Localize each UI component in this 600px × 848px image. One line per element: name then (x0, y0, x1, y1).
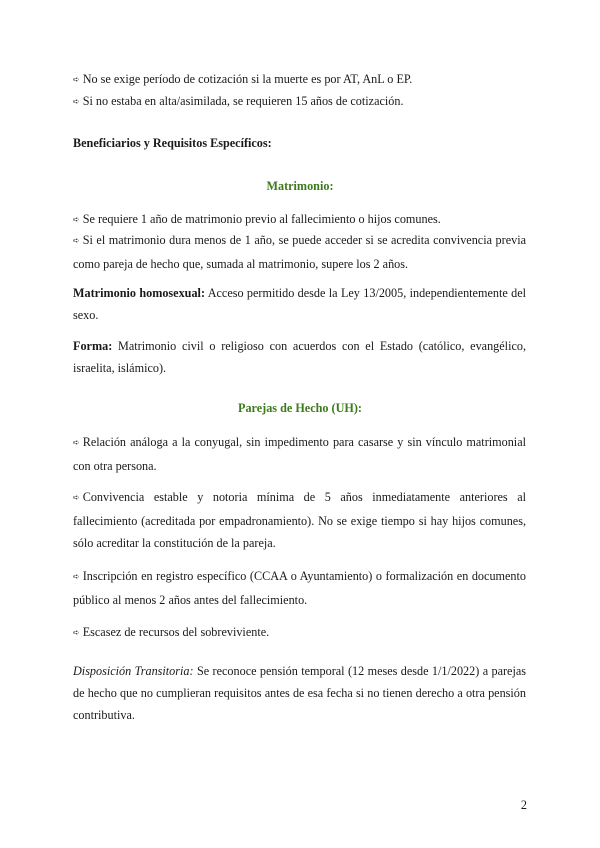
homosexual-text: Acceso permitido desde la Ley 13/2005, independientemente del sexo. (73, 286, 526, 322)
bullet-matrimonio-1 (73, 210, 526, 230)
paragraph-transitoria (73, 660, 526, 726)
bullet-no-cotizacion (73, 70, 526, 90)
arrow-bullet-icon: ➪ (73, 572, 80, 581)
paragraph-forma (73, 335, 526, 379)
forma-label: Forma: (73, 339, 113, 353)
bullet-matrimonio-2 (73, 229, 526, 275)
page-number: 2 (520, 798, 527, 812)
bullet-text: Convivencia estable y notoria mínima de 5 años inmediatamente anteriores al fallecimiento (acreditada por empadronamiento). No se exige tiempo si hay hijos comunes, sólo acreditar la constitución de la pareja. (73, 490, 526, 550)
section-title-parejas: Parejas de Hecho (UH): (238, 401, 362, 415)
arrow-bullet-icon: ➪ (73, 97, 80, 106)
paragraph-homosexual (73, 282, 526, 326)
transitoria-text: Se reconoce pensión temporal (12 meses desde 1/1/2022) a parejas de hecho que no cumplieran requisitos antes de esa fecha si no tienen derecho a otra pensión contributiva. (73, 664, 527, 722)
bullet-text: Relación análoga a la conyugal, sin impedimento para casarse y sin vínculo matrimonial con otra persona. (73, 435, 526, 473)
bullet-text: Inscripción en registro específico (CCAA o Ayuntamiento) o formalización en documento público al menos 2 años antes del fallecimiento. (73, 569, 526, 607)
bullet-15-anos (73, 92, 526, 112)
bullet-text: Se requiere 1 año de matrimonio previo al fallecimiento o hijos comunes. (82, 212, 441, 226)
beneficiaries-heading: Beneficiarios y Requisitos Específicos: (73, 136, 272, 150)
arrow-bullet-icon: ➪ (73, 493, 80, 502)
bullet-parejas-4 (73, 623, 526, 643)
forma-text: Matrimonio civil o religioso con acuerdos con el Estado (católico, evangélico, israelita, islámico). (73, 339, 526, 375)
bullet-parejas-2 (73, 486, 526, 554)
transitoria-label: Disposición Transitoria: (73, 664, 194, 678)
bullet-text: Si el matrimonio dura menos de 1 año, se puede acceder si se acredita convivencia previa como pareja de hecho que, sumada al matrimonio, supere los 2 años. (73, 233, 526, 271)
bullet-text: Si no estaba en alta/asimilada, se requieren 15 años de cotización. (82, 94, 404, 108)
arrow-bullet-icon: ➪ (73, 75, 80, 84)
homosexual-label: Matrimonio homosexual: (73, 286, 205, 300)
bullet-parejas-3 (73, 565, 526, 611)
arrow-bullet-icon: ➪ (73, 215, 80, 224)
arrow-bullet-icon: ➪ (73, 236, 80, 245)
bullet-text: No se exige período de cotización si la muerte es por AT, AnL o EP. (82, 72, 413, 86)
bullet-text: Escasez de recursos del sobreviviente. (82, 625, 270, 639)
section-title-matrimonio: Matrimonio: (266, 179, 334, 193)
arrow-bullet-icon: ➪ (73, 438, 80, 447)
arrow-bullet-icon: ➪ (73, 628, 80, 637)
bullet-parejas-1 (73, 431, 526, 477)
